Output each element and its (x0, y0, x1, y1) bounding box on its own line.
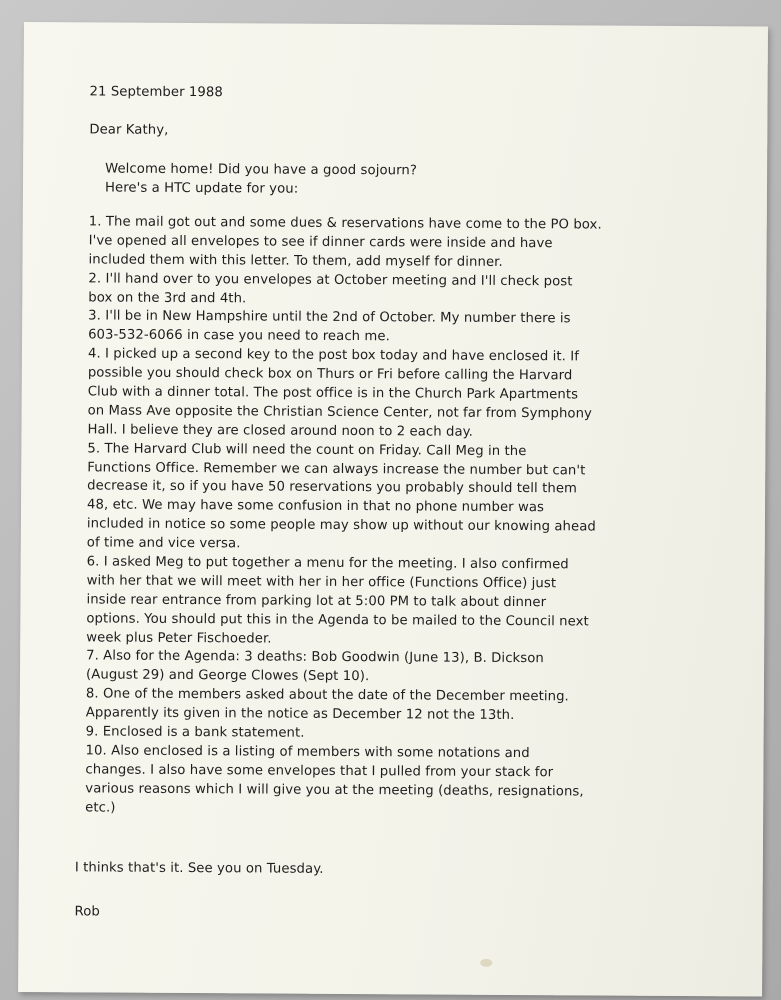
letter-closing: I thinks that's it. See you on Tuesday. (74, 860, 324, 877)
intro-line: Here's a HTC update for you: (104, 180, 299, 197)
letter-line: Apparently its given in the notice as December 12 not the 13th. (85, 705, 515, 724)
letter-line: on Mass Ave opposite the Christian Science Center, not far from Symphony (87, 403, 593, 422)
letter-line: Functions Office. Remember we can always increase the number but can't (87, 459, 586, 479)
letter-line: Hall. I believe they are closed around noon to 2 each day. (87, 422, 474, 440)
letter-line: week plus Peter Fischoeder. (86, 629, 272, 647)
letter-line: Club with a dinner total. The post office is in the Church Park Apartments (87, 384, 579, 403)
letter-line: 48, etc. We may have some confusion in that no phone number was (87, 497, 545, 516)
letter-line: with her that we will meet with her in her office (Functions Office) just (86, 573, 557, 592)
letter-page (18, 22, 768, 997)
letter-line: possible you should check box on Thurs or Fri before calling the Harvard (87, 365, 573, 384)
letter-line: inside rear entrance from parking lot at 5:00 PM to talk about dinner (86, 592, 547, 611)
letter-signature: Rob (74, 904, 100, 920)
letter-line: 603-532-6066 in case you need to reach me. (88, 327, 390, 345)
letter-line: 9. Enclosed is a bank statement. (85, 724, 305, 741)
intro-line: Welcome home! Did you have a good sojourn? (105, 161, 418, 179)
letter-line: 8. One of the members asked about the date of the December meeting. (85, 686, 569, 705)
letter-line: various reasons which I will give you at the meeting (deaths, resignations, (85, 781, 584, 800)
letter-line: of time and vice versa. (86, 535, 241, 552)
letter-line: (August 29) and George Clowes (Sept 10). (85, 667, 370, 685)
letter-line: box on the 3rd and 4th. (88, 289, 247, 306)
letter-line: 6. I asked Meg to put together a menu for the meeting. I also confirmed (86, 554, 569, 573)
letter-body (85, 212, 602, 820)
letter-line: etc.) (85, 799, 116, 816)
letter-line: 1. The mail got out and some dues & reservations have come to the PO box. (88, 214, 602, 233)
letter-line: 7. Also for the Agenda: 3 deaths: Bob Goodwin (June 13), B. Dickson (86, 648, 544, 667)
letter-line: changes. I also have some envelopes that I pulled from your stack for (85, 762, 554, 781)
letter-line: 10. Also enclosed is a listing of members with some notations and (85, 743, 530, 762)
letter-line: included in notice so some people may show up without our knowing ahead (86, 516, 596, 535)
letter-intro (105, 159, 417, 199)
letter-line: 2. I'll hand over to you envelopes at October meeting and I'll check post (88, 271, 573, 290)
letter-line: options. You should put this in the Agenda to be mailed to the Council next (86, 611, 589, 630)
letter-line: 3. I'll be in New Hampshire until the 2nd of October. My number there is (88, 308, 571, 327)
paper-stain (480, 959, 492, 967)
letter-line: 5. The Harvard Club will need the count on Friday. Call Meg in the (87, 441, 527, 459)
letter-line: decrease it, so if you have 50 reservations you probably should tell them (87, 478, 578, 497)
letter-line: I've opened all envelopes to see if dinner cards were inside and have (88, 233, 553, 252)
letter-date: 21 September 1988 (89, 84, 223, 101)
letter-line: included them with this letter. To them, add myself for dinner. (88, 252, 503, 270)
letter-line: 4. I picked up a second key to the post box today and have enclosed it. If (87, 346, 580, 365)
letter-salutation: Dear Kathy, (89, 122, 169, 138)
